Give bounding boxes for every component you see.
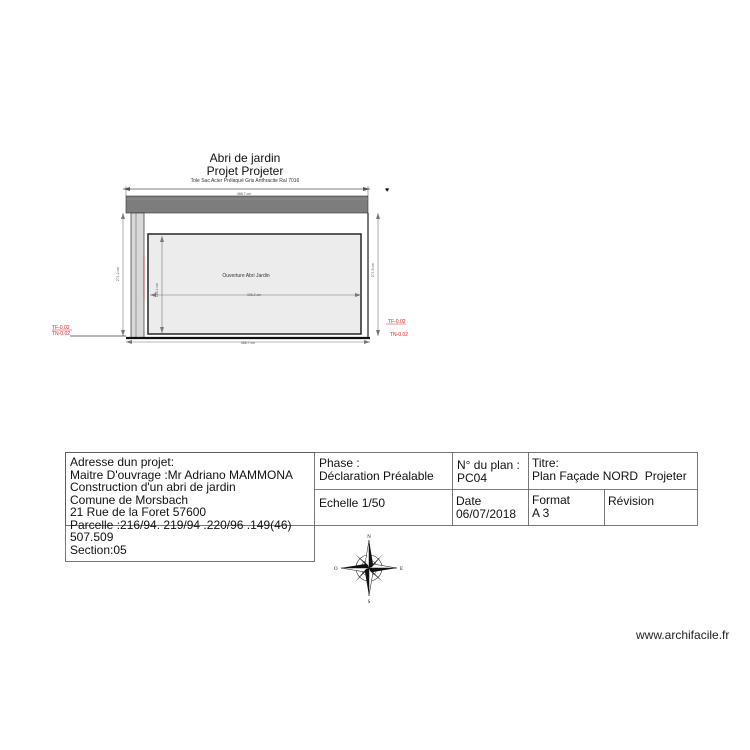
- owner-line: Maitre D'ouvrage :Mr Adriano MAMMONA: [70, 467, 294, 482]
- level-tn-right: TN-0.02: [390, 332, 409, 338]
- plan-number-label: N° du plan :: [457, 458, 520, 472]
- opening-panel: [148, 234, 361, 334]
- scale-text: Echelle 1/50: [319, 496, 386, 510]
- dim-opening-width: 406.2 cm: [246, 293, 262, 297]
- title-label: Titre:: [532, 456, 559, 470]
- left-post: [131, 213, 144, 338]
- format-label: Format: [532, 493, 571, 507]
- street-line: 21 Rue de la Foret 57600: [70, 505, 207, 519]
- parcel-line-2: 507.509: [70, 530, 114, 544]
- level-tf-left: TF-0.02: [52, 325, 70, 331]
- date-value: 06/07/2018: [456, 507, 517, 521]
- parcel-line: Parcelle :216/94. 219/94 .220/96 .149(46): [70, 517, 292, 532]
- dim-left-height: 271.2 cm: [116, 266, 120, 282]
- phase-label: Phase :: [319, 456, 360, 470]
- drawing-title: Abri de jardin: [209, 151, 281, 165]
- construction-line: Construction d'un abri de jardin: [70, 480, 236, 494]
- heart-icon: ♥: [385, 187, 390, 194]
- format-value: A 3: [532, 506, 550, 520]
- compass-west: O: [334, 567, 338, 572]
- date-label: Date: [456, 494, 482, 508]
- roof-band: [126, 196, 368, 213]
- level-tf-right: TF-0.02: [388, 319, 406, 325]
- compass-south: S: [367, 600, 371, 605]
- compass-east: E: [400, 567, 404, 572]
- compass-north: N: [367, 535, 371, 540]
- opening-label: Ouverture Abri Jardin: [222, 273, 270, 279]
- dim-opening-height: 185.1 cm: [155, 282, 159, 298]
- material-note: Tole Sac Acier Prélaqué Gris Anthracite Ral 7016: [190, 178, 300, 184]
- watermark[interactable]: www.archifacile.fr: [636, 628, 730, 642]
- section-line: Section:05: [70, 542, 127, 557]
- drawing-subtitle: Projet Projeter: [206, 164, 284, 178]
- dim-top-label: 488.7 cm: [236, 192, 252, 196]
- phase-value: Déclaration Préalable: [319, 469, 434, 483]
- commune-line: Comune de Morsbach: [70, 492, 189, 507]
- title-value: Plan Façade NORD Projeter: [532, 469, 687, 483]
- dim-right-height: 271.6 cm: [371, 262, 375, 278]
- revision-label: Révision: [608, 494, 655, 508]
- level-tn-left: TN-0.02: [52, 331, 71, 337]
- address-label: Adresse dun projet:: [70, 455, 175, 469]
- dim-bottom-label: 488.7 cm: [240, 341, 256, 345]
- plan-number-value: PC04: [457, 471, 488, 485]
